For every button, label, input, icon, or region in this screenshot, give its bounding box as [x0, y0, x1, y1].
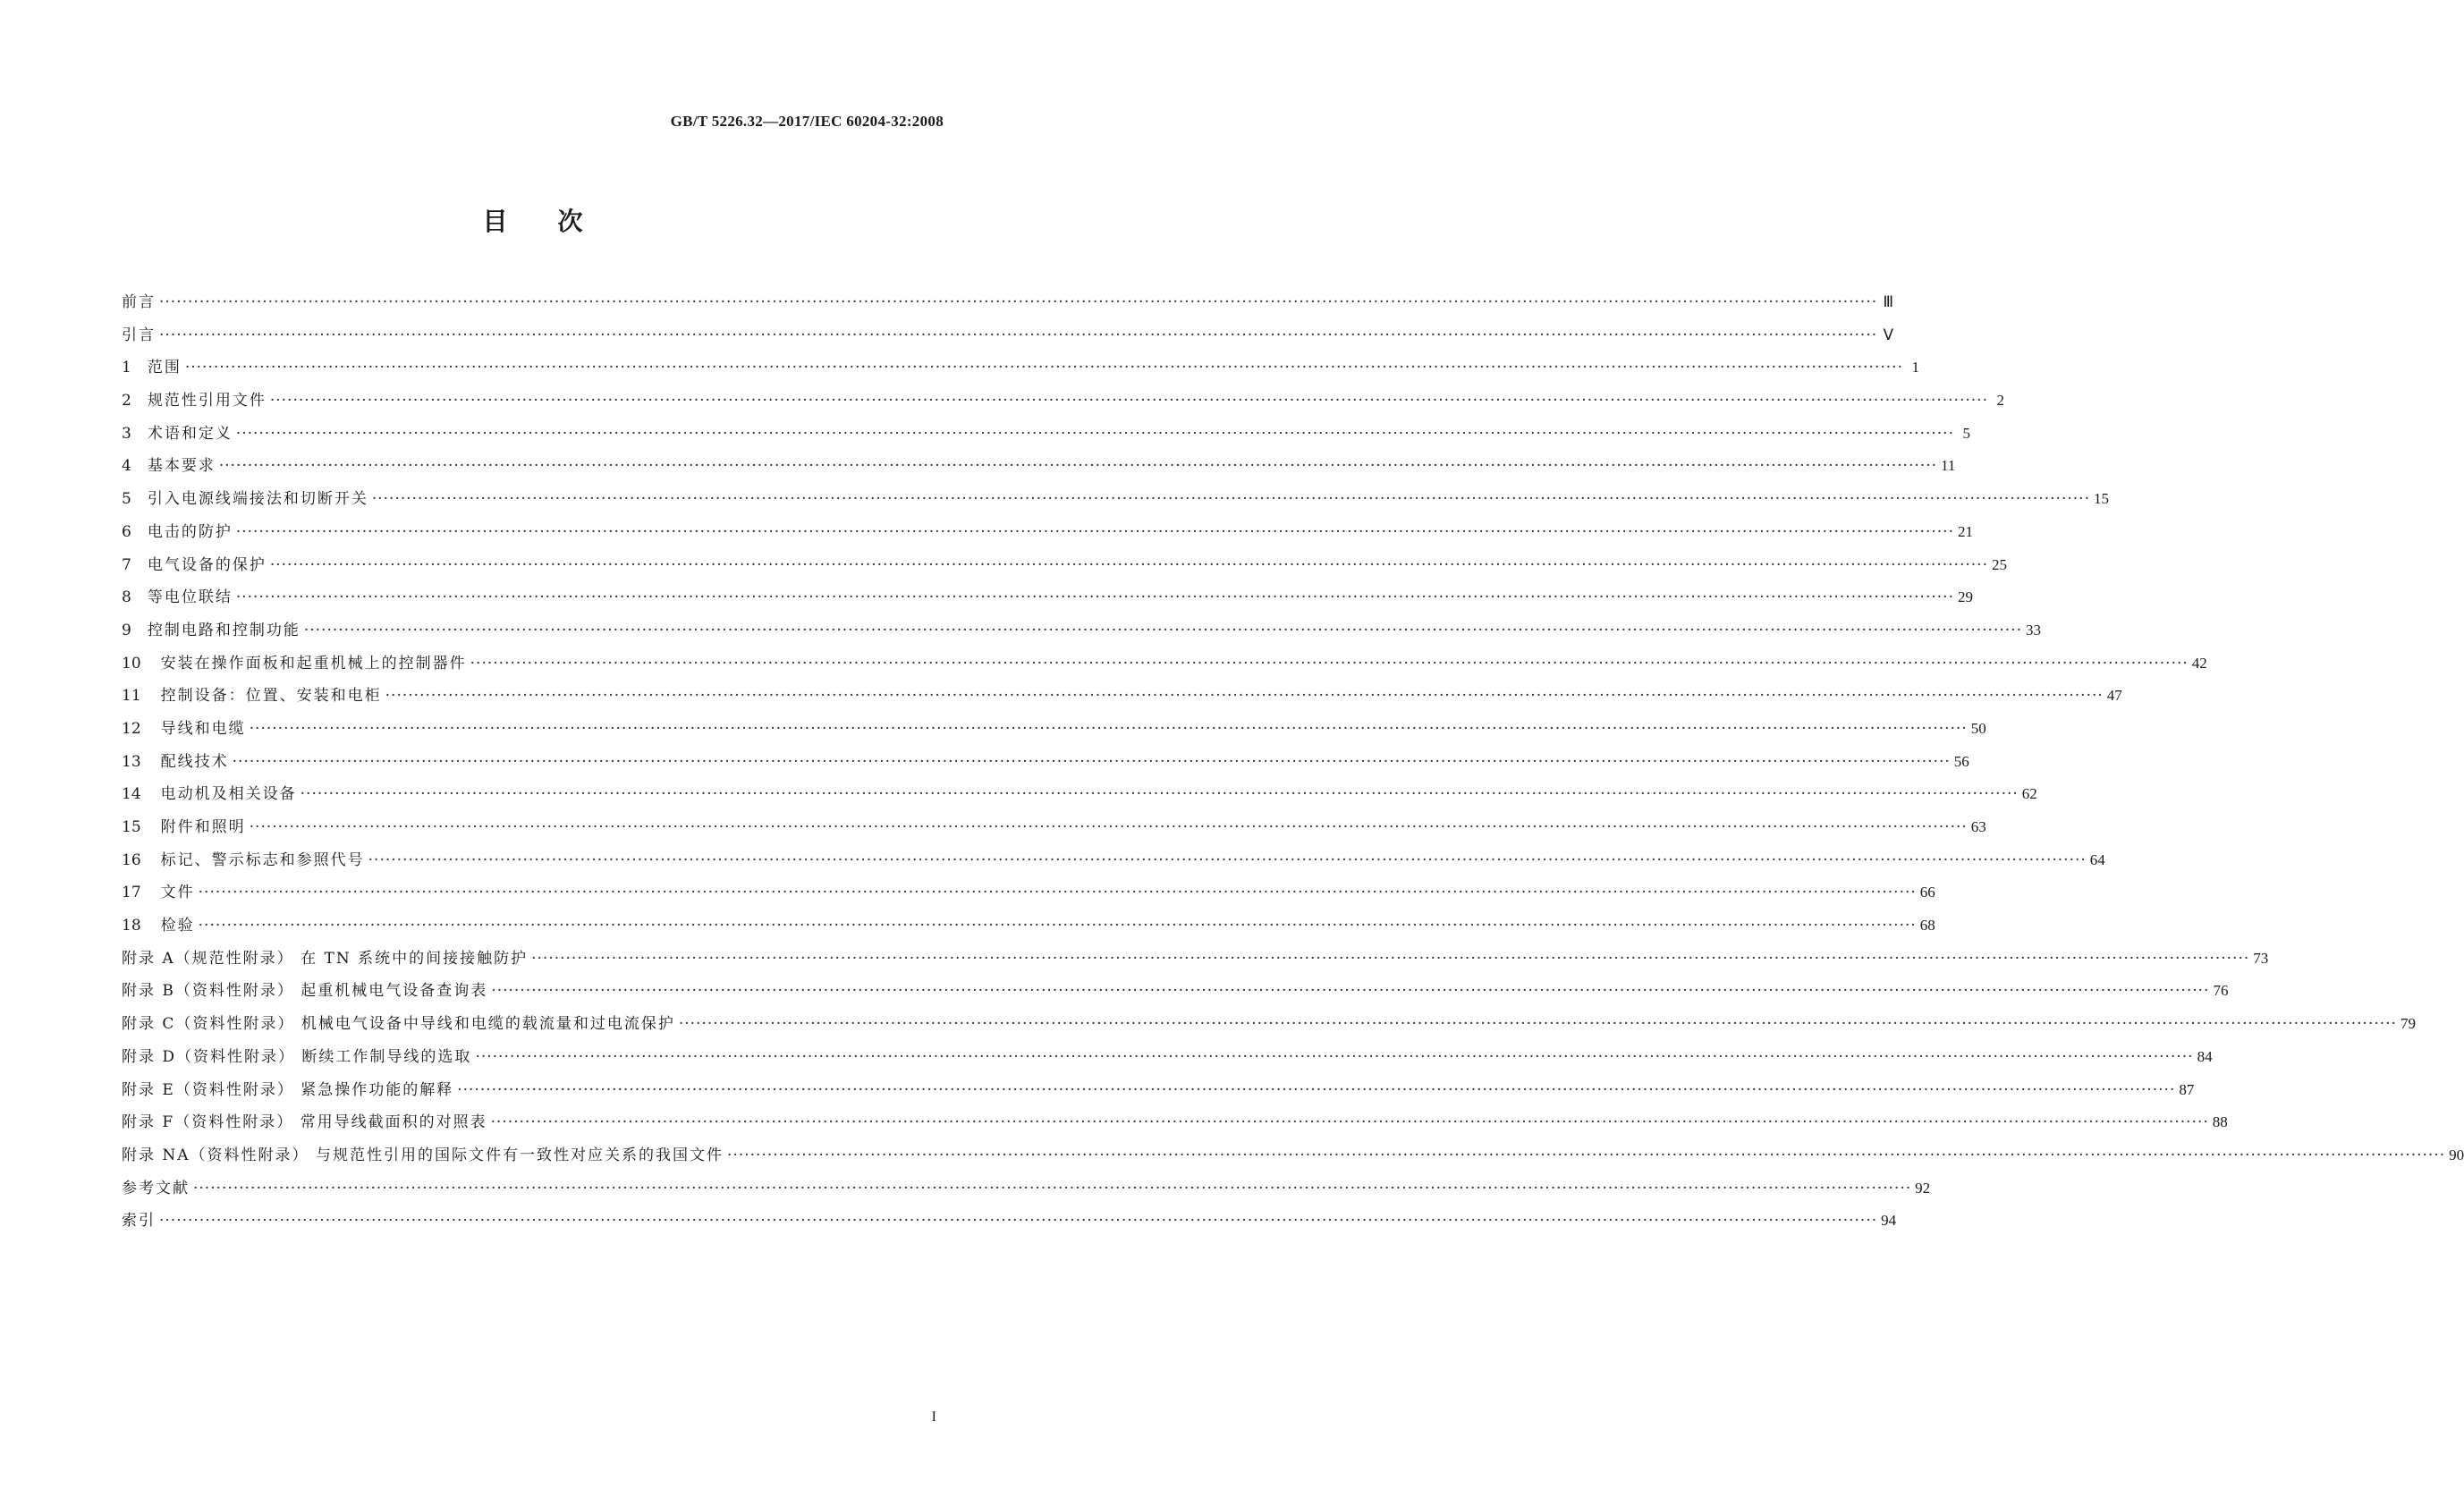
page-title: 目次	[482, 207, 633, 236]
toc-entry-page: 68	[1919, 917, 1935, 935]
toc-entry[interactable]	[122, 1179, 1931, 1212]
toc-entry-number: 11	[122, 687, 141, 706]
toc-entry-page: 73	[2253, 949, 2269, 967]
toc-entry-title: 控制电路和控制功能	[147, 621, 301, 639]
toc-entry-title: 术语和定义	[147, 424, 233, 443]
toc-entry-page: 92	[1915, 1179, 1931, 1197]
dot-leader: ············································································································································································································································································································	[218, 457, 1937, 476]
toc-entry[interactable]	[122, 588, 1973, 621]
toc-entry-title: 附录 C（资料性附录） 机械电气设备中导线和电缆的载流量和过电流保护	[122, 1015, 675, 1034]
toc-entry-page: 76	[2213, 982, 2229, 1000]
dot-leader: ············································································································································································································································································································	[303, 621, 2022, 639]
toc-entry-number: 8	[122, 588, 131, 607]
toc-entry-page: Ⅴ	[1883, 326, 1894, 343]
dot-leader: ············································································································································································································································································································	[491, 982, 2210, 1001]
toc-entry[interactable]	[122, 358, 1919, 391]
toc-entry-title: 标记、警示标志和参照代号	[160, 850, 365, 869]
toc-entry-title: 基本要求	[147, 457, 216, 476]
toc-entry[interactable]	[122, 292, 1894, 326]
toc-entry-title: 电气设备的保护	[147, 555, 267, 574]
toc-entry-title: 安装在操作面板和起重机械上的控制器件	[160, 654, 467, 673]
toc-entry[interactable]	[122, 850, 2105, 884]
dot-leader: ············································································································································································································································································································	[235, 588, 1954, 607]
table-of-contents	[122, 292, 2464, 1244]
toc-entry-number: 17	[122, 884, 141, 902]
dot-leader: ············································································································································································································································································································	[269, 392, 1988, 410]
toc-entry-title: 附录 B（资料性附录） 起重机械电气设备查询表	[122, 982, 488, 1001]
toc-entry-title: 规范性引用文件	[147, 392, 267, 410]
toc-entry-page: 87	[2179, 1080, 2195, 1098]
toc-entry-page: 47	[2106, 687, 2122, 705]
toc-entry-number: 16	[122, 850, 141, 869]
toc-entry[interactable]	[122, 784, 2037, 817]
toc-entry-number: 12	[122, 719, 141, 738]
toc-entry-title: 导线和电缆	[160, 719, 246, 738]
toc-entry[interactable]	[122, 1047, 2213, 1080]
dot-leader: ············································································································································································································································································································	[475, 1047, 2194, 1066]
toc-entry-page: Ⅲ	[1883, 293, 1894, 310]
toc-entry[interactable]	[122, 916, 1935, 949]
dot-leader: ············································································································································································································································································································	[159, 293, 1878, 311]
toc-entry[interactable]	[122, 817, 1986, 850]
toc-entry-page: 56	[1953, 752, 1969, 770]
toc-entry-page: 94	[1881, 1212, 1897, 1230]
toc-entry[interactable]	[122, 981, 2229, 1014]
dot-leader: ············································································································································································································································································································	[726, 1146, 2446, 1164]
dot-leader: ············································································································································································································································································································	[678, 1015, 2397, 1034]
dot-leader: ············································································································································································································································································································	[235, 424, 1954, 443]
toc-entry-page: 5	[1962, 424, 1970, 442]
standard-number: GB/T 5226.32—2017/IEC 60204-32:2008	[670, 113, 944, 130]
toc-entry[interactable]	[122, 489, 2109, 522]
toc-entry[interactable]	[122, 1113, 2228, 1146]
dot-leader: ············································································································································································································································································································	[232, 752, 1951, 771]
toc-entry-title: 文件	[160, 884, 195, 902]
toc-entry-title: 附录 A（规范性附录） 在 TN 系统中的间接接触防护	[122, 949, 529, 968]
dot-leader: ············································································································································································································································································································	[368, 850, 2087, 869]
toc-entry-number: 6	[122, 522, 131, 541]
toc-entry-number: 3	[122, 424, 131, 443]
toc-entry-title: 范围	[147, 359, 182, 377]
dot-leader: ············································································································································································································································································································	[269, 555, 1988, 574]
toc-entry-number: 10	[122, 654, 141, 673]
toc-entry-title: 引言	[122, 326, 156, 344]
toc-entry-page: 15	[2093, 490, 2109, 508]
toc-entry-number: 2	[122, 392, 131, 410]
toc-entry-title: 附录 E（资料性附录） 紧急操作功能的解释	[122, 1080, 454, 1099]
toc-entry-number: 7	[122, 555, 131, 574]
toc-entry-title: 参考文献	[122, 1179, 190, 1197]
toc-entry-title: 附录 D（资料性附录） 断续工作制导线的选取	[122, 1047, 472, 1066]
toc-entry-number: 15	[122, 818, 141, 836]
toc-entry-title: 控制设备：位置、安装和电柜	[160, 687, 382, 706]
toc-entry-page: 63	[1970, 818, 1986, 835]
toc-entry[interactable]	[122, 326, 1894, 359]
toc-entry-title: 电动机及相关设备	[160, 785, 297, 804]
toc-entry[interactable]	[122, 522, 1973, 555]
toc-entry-title: 索引	[122, 1212, 156, 1231]
toc-entry[interactable]	[122, 654, 2207, 687]
toc-entry-number: 4	[122, 457, 131, 476]
toc-entry[interactable]	[122, 1014, 2416, 1047]
toc-entry[interactable]	[122, 621, 2041, 654]
toc-entry-number: 5	[122, 490, 131, 509]
toc-entry-title: 附件和照明	[160, 818, 246, 836]
toc-entry-page: 11	[1940, 457, 1956, 475]
toc-entry-number: 1	[122, 359, 131, 377]
toc-entry-page: 33	[2025, 621, 2041, 639]
toc-entry-title: 等电位联结	[147, 588, 233, 607]
toc-entry[interactable]	[122, 424, 1970, 457]
dot-leader: ············································································································································································································································································································	[193, 1179, 1912, 1197]
toc-entry-page: 2	[1996, 392, 2004, 410]
dot-leader: ············································································································································································································································································································	[235, 522, 1954, 541]
page-number: I	[931, 1409, 936, 1425]
dot-leader: ············································································································································································································································································································	[385, 687, 2104, 706]
toc-entry[interactable]	[122, 391, 2004, 424]
dot-leader: ············································································································································································································································································································	[184, 359, 1903, 377]
toc-entry-page: 64	[2089, 850, 2105, 868]
toc-entry-page: 50	[1970, 719, 1986, 737]
dot-leader: ············································································································································································································································································································	[159, 1212, 1878, 1231]
toc-entry-page: 21	[1957, 522, 1973, 540]
toc-entry[interactable]	[122, 949, 2269, 982]
toc-entry-page: 29	[1957, 588, 1973, 606]
toc-entry-page: 25	[1991, 555, 2007, 573]
toc-entry-title: 检验	[160, 917, 195, 935]
toc-entry-page: 90	[2449, 1146, 2464, 1163]
dot-leader: ············································································································································································································································································································	[490, 1113, 2209, 1132]
dot-leader: ············································································································································································································································································································	[470, 654, 2189, 673]
toc-entry-page: 84	[2197, 1047, 2213, 1065]
toc-entry[interactable]	[122, 752, 1969, 785]
toc-entry-number: 9	[122, 621, 131, 639]
toc-entry[interactable]	[122, 686, 2122, 719]
toc-entry[interactable]	[122, 1080, 2195, 1113]
dot-leader: ············································································································································································································································································································	[371, 490, 2090, 509]
toc-entry[interactable]	[122, 883, 1935, 916]
toc-entry-page: 66	[1919, 884, 1935, 901]
toc-entry-number: 14	[122, 785, 141, 804]
toc-entry-page: 62	[2021, 785, 2037, 803]
dot-leader: ············································································································································································································································································································	[300, 785, 2019, 804]
dot-leader: ············································································································································································································································································································	[159, 326, 1878, 344]
dot-leader: ············································································································································································································································································································	[249, 719, 1968, 738]
dot-leader: ············································································································································································································································································································	[198, 917, 1917, 935]
toc-entry[interactable]	[122, 719, 1986, 752]
toc-entry-title: 附录 NA（资料性附录） 与规范性引用的国际文件有一致性对应关系的我国文件	[122, 1146, 724, 1164]
toc-entry-title: 引入电源线端接法和切断开关	[147, 490, 368, 509]
toc-entry-title: 前言	[122, 293, 156, 311]
toc-entry-page: 1	[1911, 359, 1919, 376]
toc-entry-title: 配线技术	[160, 752, 229, 771]
dot-leader: ············································································································································································································································································································	[531, 949, 2250, 968]
toc-entry-page: 88	[2212, 1113, 2228, 1131]
dot-leader: ············································································································································································································································································································	[198, 884, 1917, 902]
toc-entry[interactable]	[122, 456, 1956, 489]
toc-entry-title: 附录 F（资料性附录） 常用导线截面积的对照表	[122, 1113, 487, 1132]
toc-entry[interactable]	[122, 1146, 2464, 1179]
toc-entry-page: 42	[2191, 654, 2207, 672]
toc-entry[interactable]	[122, 555, 2007, 588]
toc-entry-number: 18	[122, 917, 141, 935]
dot-leader: ············································································································································································································································································································	[457, 1080, 2176, 1099]
toc-entry-number: 13	[122, 752, 141, 771]
dot-leader: ············································································································································································································································································································	[249, 818, 1968, 836]
toc-entry-title: 电击的防护	[147, 522, 233, 541]
toc-entry[interactable]	[122, 1211, 1897, 1244]
toc-entry-page: 79	[2400, 1015, 2416, 1033]
